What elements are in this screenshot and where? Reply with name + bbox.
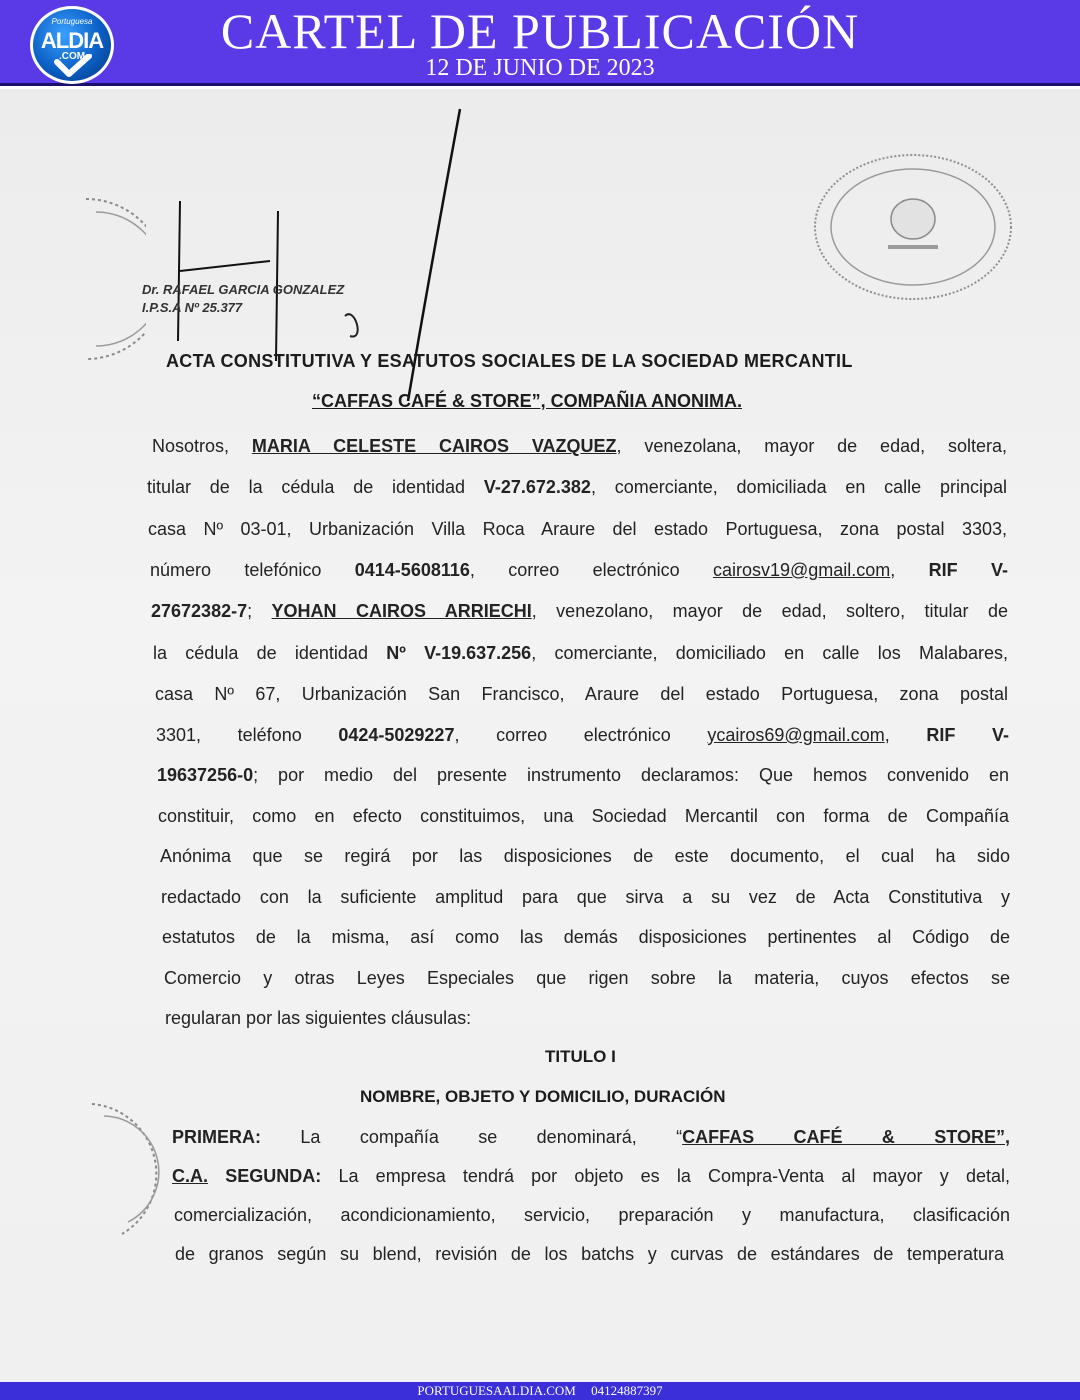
paragraph-line: casa Nº 03-01, Urbanización Villa Roca Araure del estado Portuguesa, zona postal 3303, [148, 519, 1007, 539]
page-title: CARTEL DE PUBLICACIÓN [220, 3, 860, 59]
footer-bar [0, 1382, 1080, 1400]
rif-number: 27672382-7 [151, 601, 248, 621]
footer-site-link[interactable]: PORTUGUESAALDIA.COM [417, 1383, 576, 1398]
paragraph-line: 19637256-0; por medio del presente instrumento declaramos: Que hemos convenido en [157, 765, 1009, 785]
rif-number: RIF V- [928, 560, 1008, 580]
paragraph-line: C.A. SEGUNDA: La empresa tendrá por objeto es la Compra-Venta al mayor y detal, [172, 1166, 1010, 1186]
scanned-document [0, 89, 1080, 1382]
partner-name: YOHAN CAIROS ARRIECHI [271, 601, 532, 621]
section-heading: TITULO I [545, 1047, 616, 1066]
rif-number: 19637256-0 [157, 765, 254, 785]
logo-tagline: Portuguesa [51, 17, 93, 26]
partner-name: MARIA CELESTE CAIROS VAZQUEZ [251, 436, 617, 456]
paragraph-line: constituir, como en efecto constituimos, una Sociedad Mercantil con forma de Compañía [158, 806, 1009, 826]
paragraph-line: de granos según su blend, revisión de los batchs y curvas de estándares de temperatura [175, 1244, 1004, 1264]
paragraph-line: casa Nº 67, Urbanización San Francisco, Araure del estado Portuguesa, zona postal [155, 684, 1008, 704]
email-link[interactable]: ycairos69@gmail.com [707, 725, 885, 745]
logo-domain: .COM [58, 51, 86, 62]
footer-phone: 04124887397 [591, 1383, 663, 1398]
company-name: CAFFAS CAFÉ & STORE”, [682, 1127, 1010, 1147]
header-banner [0, 0, 1080, 86]
paragraph-line: número telefónico 0414-5608116, correo electrónico cairosv19@gmail.com, RIF V- [150, 560, 1008, 580]
signer-ipsa: I.P.S.A Nº 25.377 [142, 300, 243, 315]
paragraph-line: Nosotros, MARIA CELESTE CAIROS VAZQUEZ, venezolana, mayor de edad, soltera, [152, 436, 1007, 456]
paragraph-line: 3301, teléfono 0424-5029227, correo electrónico ycairos69@gmail.com, RIF V- [156, 725, 1009, 745]
logo-wordmark: ALDIA [40, 28, 104, 53]
paragraph-line: Comercio y otras Leyes Especiales que rigen sobre la materia, cuyos efectos se [164, 968, 1010, 988]
section-subheading: NOMBRE, OBJETO Y DOMICILIO, DURACIÓN [360, 1087, 726, 1106]
paragraph-line: PRIMERA: La compañía se denominará, “CAFFAS CAFÉ & STORE”, [172, 1127, 1010, 1147]
paragraph-line: regularan por las siguientes cláusulas: [165, 1008, 472, 1028]
paragraph-line: la cédula de identidad Nº V-19.637.256, comerciante, domiciliado en calle los Malabares, [153, 643, 1009, 663]
id-number: V-27.672.382 [483, 477, 591, 497]
paragraph-line: estatutos de la misma, así como las demás disposiciones pertinentes al Código de [162, 927, 1010, 947]
official-seal-stamp [808, 147, 1018, 307]
document-title-line2: “CAFFAS CAFÉ & STORE”, COMPAÑIA ANONIMA. [312, 391, 743, 411]
paragraph-line: redactado con la suficiente amplitud para que sirva a su vez de Acta Constitutiva y [161, 887, 1010, 907]
clause-label: SEGUNDA: [225, 1166, 322, 1186]
clause-label: PRIMERA: [172, 1127, 261, 1147]
phone-number: 0414-5608116 [354, 560, 470, 580]
rif-number: RIF V- [926, 725, 1009, 745]
publication-date: 12 DE JUNIO DE 2023 [425, 55, 655, 81]
phone-number: 0424-5029227 [338, 725, 455, 745]
paragraph-line: titular de la cédula de identidad V-27.672.382, comerciante, domiciliada en calle principal [147, 477, 1007, 497]
partial-stamp-left-top [56, 194, 146, 364]
document-title-line1: ACTA CONSTITUTIVA Y ESATUTOS SOCIALES DE LA SOCIEDAD MERCANTIL [166, 351, 853, 371]
paragraph-line: comercialización, acondicionamiento, servicio, preparación y manufactura, clasificación [174, 1205, 1010, 1225]
id-number: Nº V-19.637.256 [386, 643, 532, 663]
signer-name: Dr. RAFAEL GARCIA GONZALEZ [142, 282, 345, 297]
company-type: C.A. [172, 1166, 208, 1186]
paragraph-line: 27672382-7; YOHAN CAIROS ARRIECHI, venezolano, mayor de edad, soltero, titular de [151, 601, 1008, 621]
signer-block [142, 281, 344, 317]
email-link[interactable]: cairosv19@gmail.com [712, 560, 891, 580]
paragraph-line: Anónima que se regirá por las disposiciones de este documento, el cual ha sido [160, 846, 1010, 866]
